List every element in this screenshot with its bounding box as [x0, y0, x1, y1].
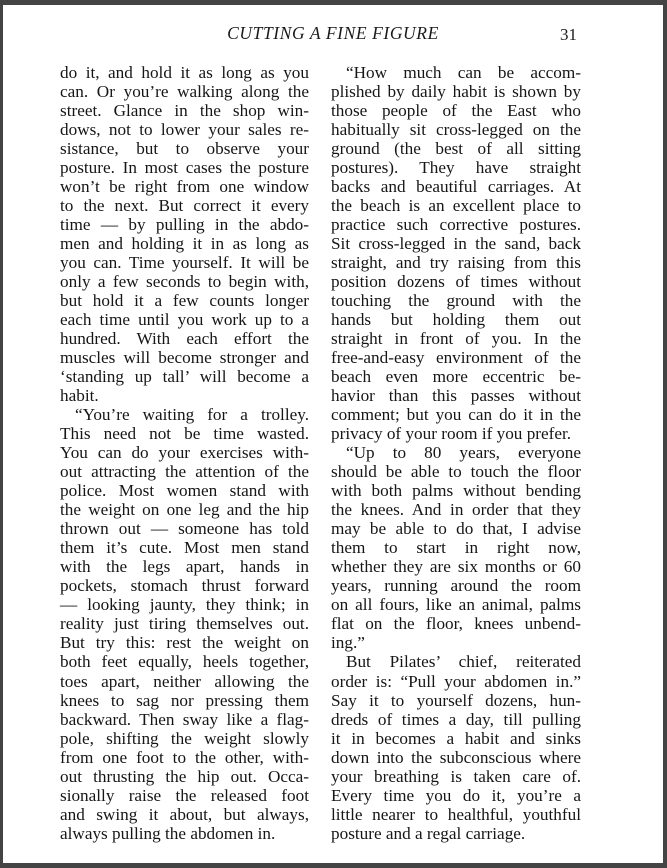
text-line: hundred. With each effort the	[60, 329, 309, 349]
text-line: sionally raise the released foot	[60, 785, 309, 805]
text-line: reality just tiring themselves out.	[60, 614, 309, 634]
page-number: 31	[560, 25, 577, 44]
text-line: do it, and hold it as long as you	[60, 63, 309, 82]
text-line: Sit cross-legged in the sand, back	[331, 234, 581, 254]
text-line: “Up to 80 years, everyone	[346, 443, 581, 463]
text-line: out thrusting the hip out. Occa-	[60, 766, 309, 786]
text-line: those people of the East who	[331, 101, 581, 121]
text-line: little nearer to healthful, youthful	[331, 804, 581, 824]
text-line: to the next. But correct it every	[60, 196, 309, 216]
text-line: knees to sag nor pressing them	[60, 690, 309, 710]
text-line: flat on the floor, knees unbend-	[331, 614, 581, 634]
text-line: practice such corrective postures.	[331, 215, 581, 235]
text-line: Every time you do it, you’re a	[331, 785, 581, 805]
text-line: beach even more eccentric be-	[331, 367, 581, 387]
document-page	[3, 5, 663, 863]
text-line: plished by daily habit is shown by	[331, 82, 581, 102]
text-line: free-and-easy environment of the	[331, 348, 581, 368]
text-line: ‘standing up tall’ will become a	[60, 367, 309, 387]
text-line: ing.”	[331, 633, 365, 653]
text-line: — looking jaunty, they think; in	[60, 595, 309, 615]
text-line: But try this: rest the weight on	[60, 633, 309, 653]
text-line: on all fours, like an animal, palms	[331, 595, 581, 615]
text-line: the beach is an excellent place to	[331, 196, 581, 216]
text-line: the knees. And in order that they	[331, 500, 581, 520]
text-line: posture. In most cases the posture	[60, 158, 309, 178]
text-line: you can. Time yourself. It will be	[60, 253, 309, 273]
text-line: and swing it about, but always,	[60, 804, 309, 824]
text-line: your breathing is taken care of.	[331, 766, 581, 786]
text-line: with both palms without bending	[331, 481, 581, 501]
text-line: sistance, but to observe your	[60, 139, 309, 159]
text-line: down into the subconscious where	[331, 747, 581, 767]
text-line: postures). They have straight	[331, 158, 581, 178]
text-line: only a few seconds to begin with,	[60, 272, 309, 292]
text-line: habit.	[60, 386, 99, 406]
text-line: street. Glance in the shop win-	[60, 101, 309, 121]
text-line: police. Most women stand with	[60, 481, 309, 501]
text-line: them to start in right now,	[331, 538, 581, 558]
text-line: pole, shifting the weight slowly	[60, 728, 309, 748]
text-line: always pulling the abdomen in.	[60, 823, 276, 843]
text-line: pockets, stomach thrust forward	[60, 576, 309, 596]
text-line: “You’re waiting for a trolley.	[75, 405, 309, 425]
text-line: muscles will become stronger and	[60, 348, 309, 368]
text-line: dreds of times a day, till pulling	[331, 709, 581, 729]
text-line: havior than this passes without	[331, 386, 581, 406]
text-line: both feet equally, heels together,	[60, 652, 309, 672]
text-line: from one foot to the other, with-	[60, 747, 309, 767]
text-line: out attracting the attention of the	[60, 462, 309, 482]
text-line: the weight on one leg and the hip	[60, 500, 309, 520]
right-column	[331, 63, 581, 843]
text-line: hands but holding them out	[331, 310, 581, 330]
text-line: them it’s cute. Most men stand	[60, 538, 309, 558]
running-title: CUTTING A FINE FIGURE	[227, 23, 439, 43]
text-line: But Pilates’ chief, reiterated	[346, 652, 581, 672]
text-line: it in becomes a habit and sinks	[331, 728, 581, 748]
text-line: men and holding it in as long as	[60, 234, 309, 254]
text-line: but hold it a few counts longer	[60, 291, 309, 311]
text-line: dows, not to lower your sales re-	[60, 120, 309, 140]
text-line: backs and beautiful carriages. At	[331, 177, 581, 197]
text-line: won’t be right from one window	[60, 177, 309, 197]
text-line: years, running around the room	[331, 576, 581, 596]
text-line: ground (the best of all sitting	[331, 139, 581, 159]
text-line: habitually sit cross-legged on the	[331, 120, 581, 140]
text-line: privacy of your room if you prefer.	[331, 424, 572, 444]
text-line: order is: “Pull your abdomen in.”	[331, 671, 581, 691]
text-line: straight in front of you. In the	[331, 329, 581, 349]
text-line: time — by pulling in the abdo-	[60, 215, 309, 235]
text-line: “How much can be accom-	[346, 63, 581, 82]
text-line: should be able to touch the floor	[331, 462, 581, 482]
text-line: whether they are six months or 60	[331, 557, 581, 577]
text-line: each time until you work up to a	[60, 310, 309, 330]
text-line: may be able to do that, I advise	[331, 519, 581, 539]
text-line: touching the ground with the	[331, 291, 581, 311]
text-line: position dozens of times without	[331, 272, 581, 292]
text-line: toes apart, neither allowing the	[60, 671, 309, 691]
text-line: You can do your exercises with-	[60, 443, 309, 463]
text-line: thrown out — someone has told	[60, 519, 309, 539]
text-line: posture and a regal carriage.	[331, 823, 526, 843]
text-line: backward. Then sway like a flag-	[60, 709, 309, 729]
text-line: can. Or you’re walking along the	[60, 82, 309, 102]
text-line: with the legs apart, hands in	[60, 557, 309, 577]
left-column	[60, 63, 309, 843]
text-line: straight, and try raising from this	[331, 253, 581, 273]
text-line: Say it to yourself dozens, hun-	[331, 690, 581, 710]
text-line: comment; but you can do it in the	[331, 405, 581, 425]
text-line: This need not be time wasted.	[60, 424, 309, 444]
